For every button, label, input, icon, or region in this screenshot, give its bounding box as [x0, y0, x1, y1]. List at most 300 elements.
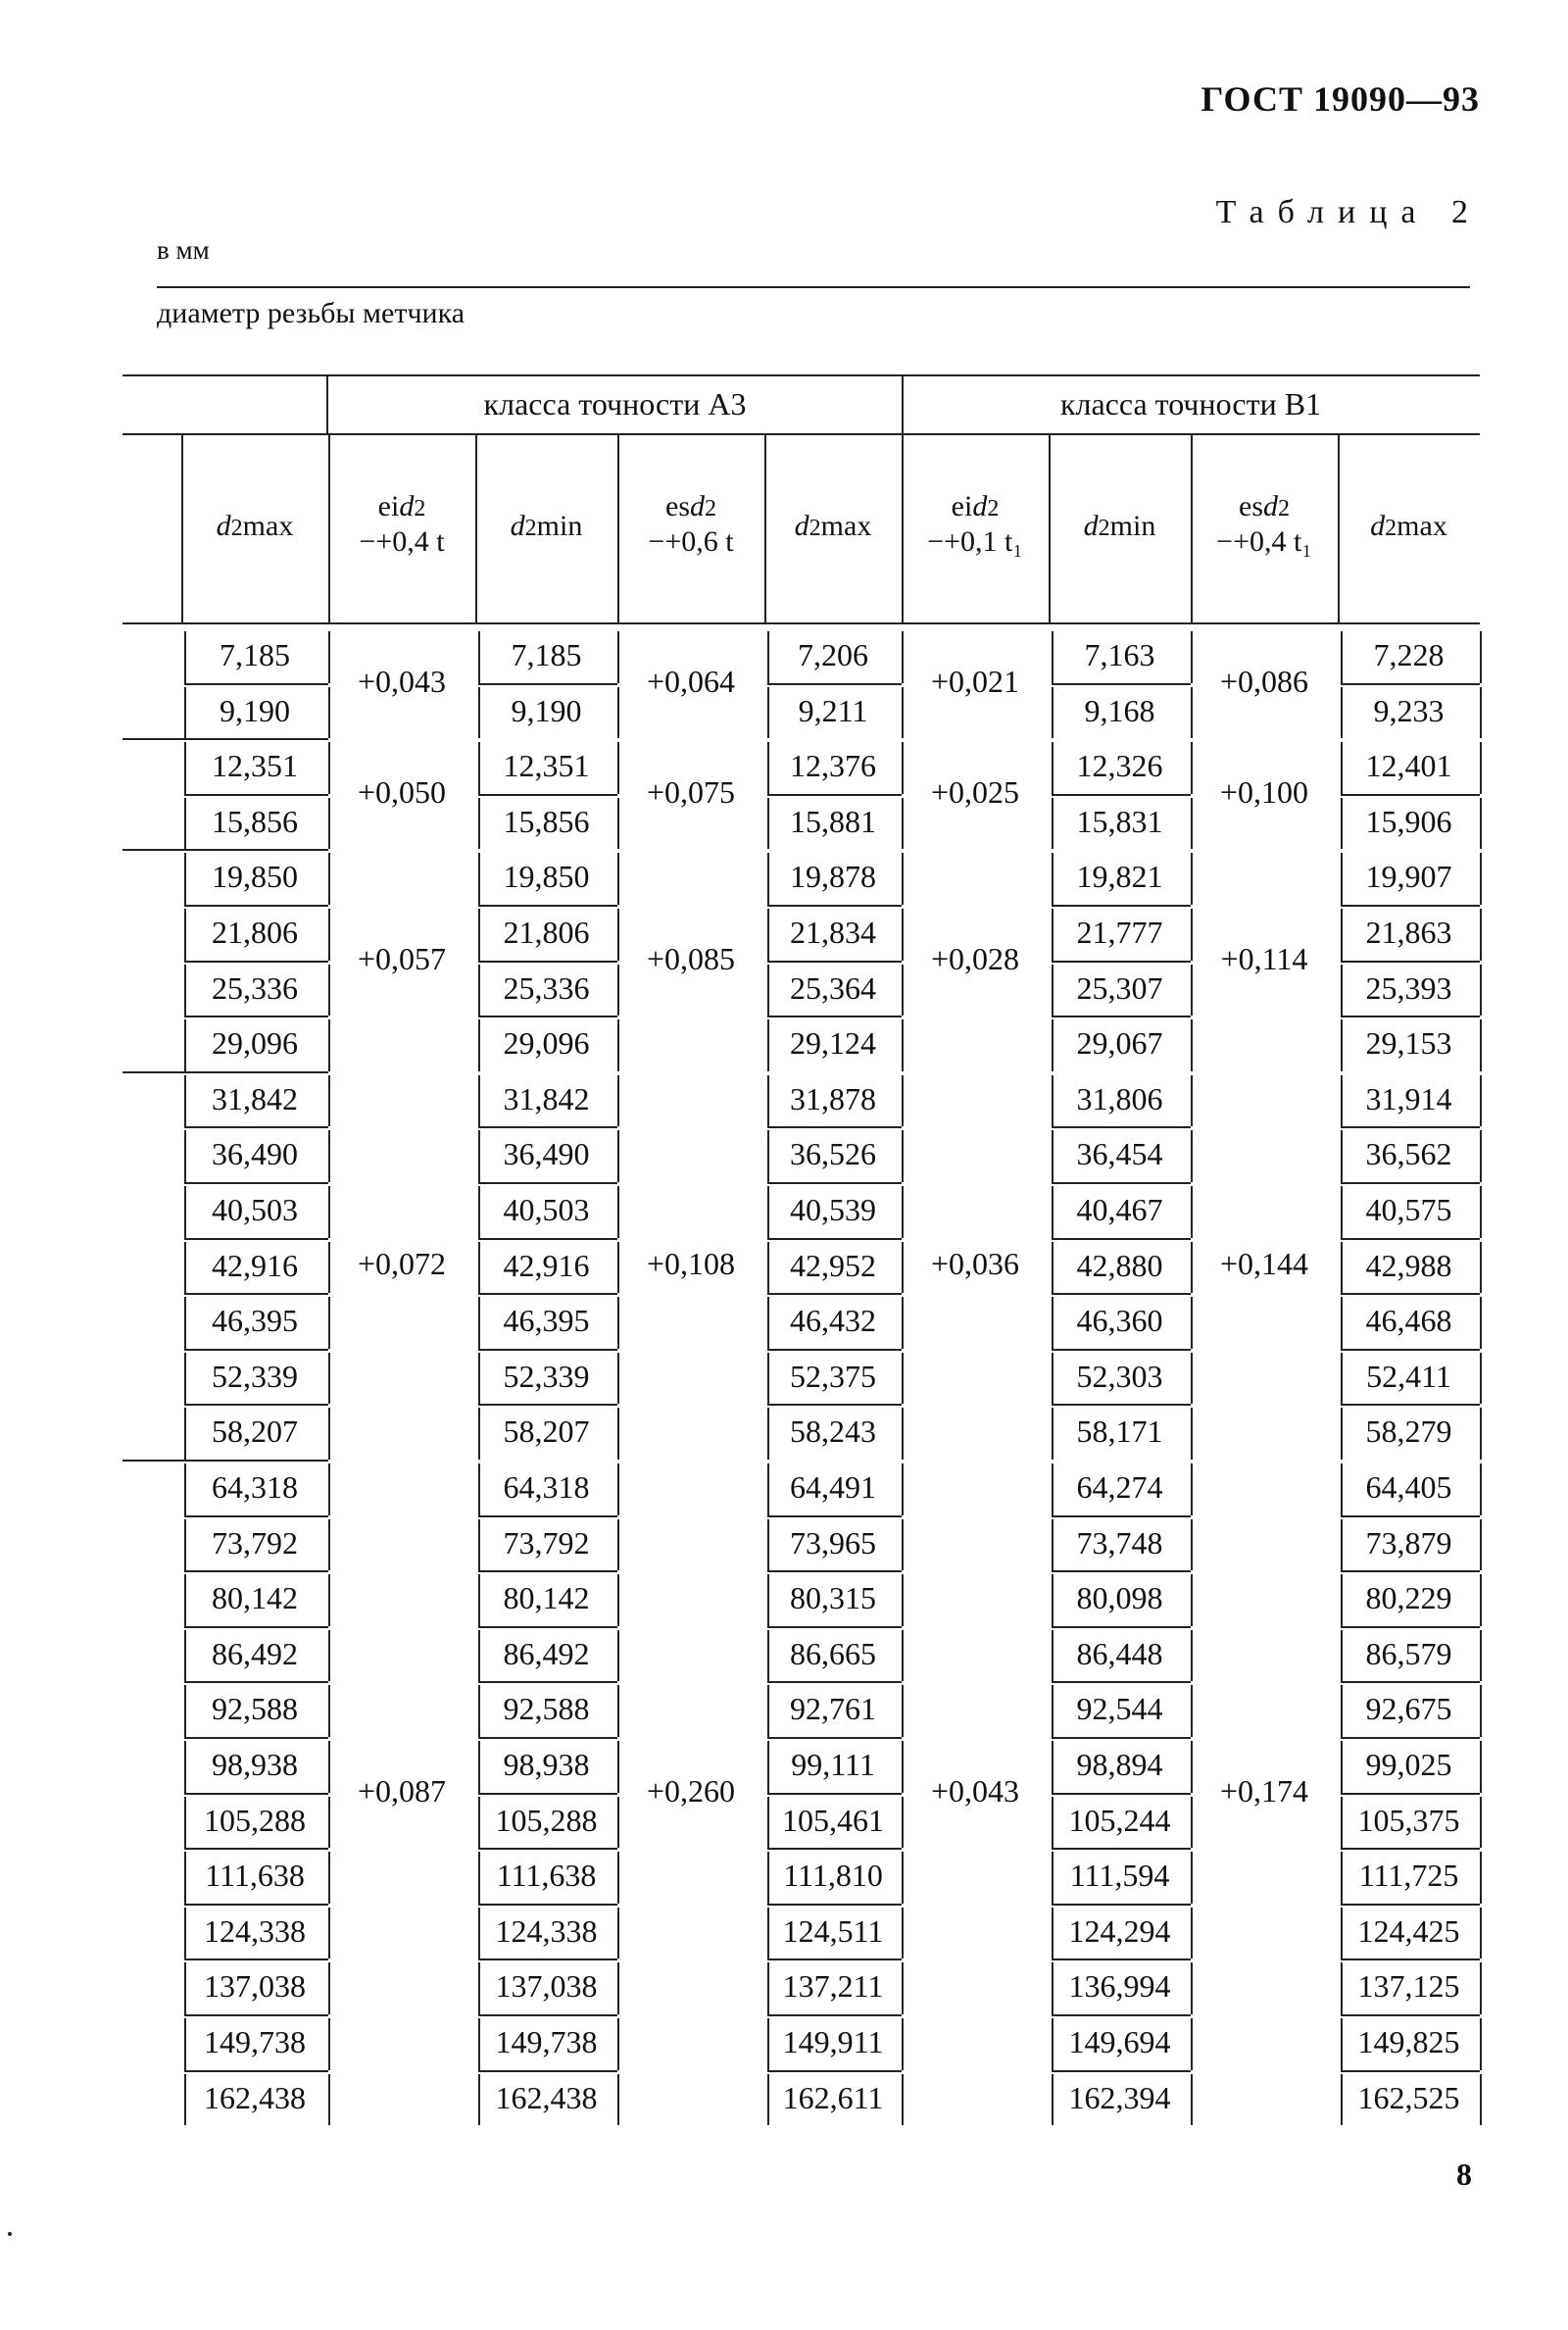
- cell-right-rule: [902, 1353, 904, 1405]
- cell-left-rule: [767, 1019, 769, 1071]
- value-cell: 149,825: [1357, 2024, 1460, 2059]
- cell-right-rule: [617, 1908, 619, 1959]
- value-cell: 12,351: [503, 748, 590, 784]
- value-cell: 15,906: [1365, 803, 1452, 839]
- value-cell: 137,038: [495, 1968, 598, 2005]
- value-cell: 25,336: [503, 969, 590, 1006]
- value-cell: 40,467: [1076, 1192, 1163, 1227]
- cell-left-rule: [1052, 798, 1054, 850]
- cell-right-rule: [902, 1297, 904, 1349]
- value-cell: 105,461: [782, 1802, 884, 1838]
- column-header-c5: d2max: [794, 510, 872, 542]
- cell-left-rule: [767, 2018, 769, 2070]
- cell-left-rule: [478, 798, 480, 850]
- cell-left-rule: [1341, 853, 1343, 905]
- cell-right-rule: [1480, 1408, 1482, 1460]
- cell-right-rule: [902, 687, 904, 739]
- cell-left-rule: [478, 1186, 480, 1238]
- value-cell: 111,638: [205, 1858, 305, 1894]
- tolerance-ei_a3: +0,087: [357, 1772, 447, 1809]
- cell-right-rule: [617, 853, 619, 905]
- value-cell: 42,880: [1076, 1247, 1163, 1283]
- cell-left-rule: [1052, 1130, 1054, 1182]
- cell-right-rule: [617, 1574, 619, 1626]
- cell-left-rule: [767, 1130, 769, 1182]
- cell-right-rule: [1480, 1797, 1482, 1849]
- value-cell: 29,096: [212, 1025, 298, 1062]
- cell-right-rule: [328, 1852, 330, 1904]
- cell-left-rule: [184, 1019, 186, 1071]
- cell-left-rule: [1341, 1908, 1343, 1959]
- value-cell: 64,405: [1365, 1469, 1452, 1505]
- cell-left-rule: [184, 742, 186, 794]
- cell-right-rule: [1480, 1186, 1482, 1238]
- cell-right-rule: [1480, 1019, 1482, 1071]
- cell-right-rule: [1480, 1630, 1482, 1682]
- value-cell: 25,336: [212, 969, 298, 1006]
- cell-left-rule: [1341, 1741, 1343, 1793]
- cell-right-rule: [328, 2018, 330, 2070]
- cell-right-rule: [328, 742, 330, 794]
- cell-left-rule: [1052, 2074, 1054, 2126]
- value-cell: 98,938: [503, 1747, 590, 1782]
- value-cell: 40,539: [790, 1192, 876, 1227]
- cell-left-rule: [1052, 1297, 1054, 1349]
- cell-right-rule: [1191, 1130, 1193, 1182]
- value-cell: 58,171: [1076, 1413, 1163, 1450]
- cell-left-rule: [767, 1741, 769, 1793]
- cell-left-rule: [1341, 798, 1343, 850]
- cell-right-rule: [902, 1908, 904, 1959]
- cell-right-rule: [328, 1242, 330, 1294]
- cell-right-rule: [1480, 1962, 1482, 2014]
- cell-left-rule: [767, 1408, 769, 1460]
- cell-right-rule: [1480, 1242, 1482, 1294]
- cell-left-rule: [1052, 1075, 1054, 1127]
- cell-right-rule: [617, 1019, 619, 1071]
- value-cell: 124,294: [1068, 1912, 1171, 1949]
- value-cell: 40,575: [1365, 1192, 1452, 1227]
- value-cell: 162,611: [782, 2079, 884, 2115]
- cell-left-rule: [184, 1852, 186, 1904]
- cell-right-rule: [617, 798, 619, 850]
- value-cell: 137,038: [204, 1968, 306, 2005]
- cell-left-rule: [184, 1463, 186, 1515]
- cell-right-rule: [902, 1130, 904, 1182]
- value-cell: 21,834: [790, 915, 876, 950]
- cell-left-rule: [1341, 965, 1343, 1016]
- cell-right-rule: [1191, 909, 1193, 961]
- cell-right-rule: [1191, 965, 1193, 1016]
- value-cell: 15,831: [1076, 803, 1163, 839]
- column-header-c2: [328, 490, 475, 559]
- value-cell: 25,393: [1365, 969, 1452, 1006]
- value-cell: 86,492: [212, 1635, 298, 1671]
- cell-right-rule: [902, 742, 904, 794]
- cell-left-rule: [478, 853, 480, 905]
- value-cell: 46,360: [1076, 1303, 1163, 1339]
- cell-left-rule: [478, 1242, 480, 1294]
- cell-left-rule: [1052, 853, 1054, 905]
- cell-left-rule: [1052, 1962, 1054, 2014]
- cell-left-rule: [767, 742, 769, 794]
- cell-left-rule: [1052, 909, 1054, 961]
- tolerance-ei_b1: +0,021: [930, 663, 1020, 699]
- value-cell: 36,490: [212, 1136, 298, 1172]
- cell-left-rule: [1341, 909, 1343, 961]
- cell-right-rule: [328, 1519, 330, 1571]
- cell-right-rule: [902, 1852, 904, 1904]
- cell-left-rule: [1052, 1463, 1054, 1515]
- cell-right-rule: [328, 2074, 330, 2126]
- cell-left-rule: [767, 965, 769, 1016]
- value-cell: 73,792: [503, 1524, 590, 1561]
- cell-left-rule: [478, 1408, 480, 1460]
- cell-right-rule: [902, 631, 904, 683]
- cell-right-rule: [902, 2018, 904, 2070]
- cell-left-rule: [478, 742, 480, 794]
- cell-left-rule: [184, 1186, 186, 1238]
- cell-right-rule: [1191, 1353, 1193, 1405]
- value-cell: 86,579: [1365, 1635, 1452, 1671]
- cell-left-rule: [767, 1297, 769, 1349]
- tolerance-es_a3: +0,108: [646, 1245, 736, 1281]
- cell-left-rule: [1341, 1186, 1343, 1238]
- value-cell: 80,142: [503, 1580, 590, 1616]
- value-cell: 92,588: [503, 1691, 590, 1727]
- cell-right-rule: [328, 798, 330, 850]
- cell-right-rule: [1480, 1353, 1482, 1405]
- cell-left-rule: [1341, 1797, 1343, 1849]
- tolerance-ei_b1: +0,025: [930, 773, 1020, 810]
- value-cell: 105,244: [1068, 1802, 1171, 1838]
- value-cell: 7,206: [798, 637, 868, 672]
- cell-left-rule: [1052, 1186, 1054, 1238]
- caption-top-rule: [157, 286, 1470, 288]
- cell-right-rule: [328, 1574, 330, 1626]
- value-cell: 52,375: [790, 1358, 876, 1394]
- cell-right-rule: [902, 1463, 904, 1515]
- value-cell: 149,694: [1068, 2024, 1171, 2059]
- value-cell: 25,364: [790, 969, 876, 1006]
- value-cell: 36,526: [790, 1136, 876, 1172]
- cell-left-rule: [478, 909, 480, 961]
- cell-right-rule: [902, 1741, 904, 1793]
- cell-right-rule: [617, 1297, 619, 1349]
- cell-right-rule: [1480, 1741, 1482, 1793]
- group-label-b1: класса точности В1: [1059, 386, 1322, 421]
- cell-left-rule: [1052, 1741, 1054, 1793]
- cell-right-rule: [328, 853, 330, 905]
- value-cell: 86,665: [790, 1635, 876, 1671]
- cell-right-rule: [328, 1297, 330, 1349]
- cell-right-rule: [1480, 742, 1482, 794]
- cell-left-rule: [1052, 1685, 1054, 1737]
- cell-right-rule: [902, 853, 904, 905]
- cell-right-rule: [617, 687, 619, 739]
- value-cell: 149,738: [495, 2024, 598, 2059]
- value-cell: 124,338: [495, 1912, 598, 1949]
- tolerance-es_a3: +0,064: [646, 663, 736, 699]
- cell-right-rule: [1480, 1075, 1482, 1127]
- cell-right-rule: [1191, 1685, 1193, 1737]
- cell-left-rule: [478, 1962, 480, 2014]
- cell-left-rule: [767, 687, 769, 739]
- cell-right-rule: [1191, 1463, 1193, 1515]
- cell-left-rule: [1341, 1519, 1343, 1571]
- tolerance-ei_a3: +0,043: [357, 663, 447, 699]
- cell-right-rule: [617, 1186, 619, 1238]
- cell-right-rule: [1191, 798, 1193, 850]
- cell-right-rule: [1480, 909, 1482, 961]
- cell-left-rule: [478, 1130, 480, 1182]
- value-cell: 21,863: [1365, 915, 1452, 950]
- cell-right-rule: [328, 1019, 330, 1071]
- cell-right-rule: [328, 1797, 330, 1849]
- value-cell: 92,761: [790, 1691, 876, 1727]
- value-cell: 9,190: [511, 692, 582, 728]
- cell-right-rule: [1480, 1908, 1482, 1959]
- cell-left-rule: [1052, 1519, 1054, 1571]
- value-cell: 40,503: [212, 1192, 298, 1227]
- value-cell: 92,675: [1365, 1691, 1452, 1727]
- col-bottom: −+0,1 t₁: [927, 525, 1023, 558]
- tolerance-es_a3: +0,085: [646, 940, 736, 976]
- cell-left-rule: [478, 2074, 480, 2126]
- cell-left-rule: [184, 1685, 186, 1737]
- cell-right-rule: [902, 1630, 904, 1682]
- cell-right-rule: [902, 1408, 904, 1460]
- cell-right-rule: [617, 1353, 619, 1405]
- cell-right-rule: [1480, 687, 1482, 739]
- value-cell: 7,185: [220, 637, 290, 672]
- value-cell: 80,315: [790, 1580, 876, 1616]
- tolerance-es_b1: +0,174: [1219, 1772, 1309, 1809]
- cell-right-rule: [617, 1852, 619, 1904]
- value-cell: 98,894: [1076, 1747, 1163, 1782]
- cell-right-rule: [328, 1908, 330, 1959]
- value-cell: 64,274: [1076, 1469, 1163, 1505]
- cell-left-rule: [767, 2074, 769, 2126]
- cell-left-rule: [767, 1075, 769, 1127]
- value-cell: 29,124: [790, 1025, 876, 1062]
- cell-right-rule: [328, 631, 330, 683]
- table-caption: диаметр резьбы метчика: [157, 297, 466, 329]
- cell-right-rule: [1191, 687, 1193, 739]
- value-cell: 111,638: [496, 1858, 597, 1894]
- cell-left-rule: [184, 853, 186, 905]
- cell-left-rule: [184, 1908, 186, 1959]
- value-cell: 124,511: [782, 1912, 884, 1949]
- cell-right-rule: [617, 1130, 619, 1182]
- value-cell: 80,098: [1076, 1580, 1163, 1616]
- cell-left-rule: [184, 909, 186, 961]
- cell-right-rule: [328, 1630, 330, 1682]
- cell-right-rule: [617, 742, 619, 794]
- cell-left-rule: [478, 2018, 480, 2070]
- cell-left-rule: [767, 798, 769, 850]
- cell-right-rule: [902, 1797, 904, 1849]
- value-cell: 12,351: [212, 748, 298, 784]
- value-cell: 52,339: [212, 1358, 298, 1394]
- value-cell: 73,748: [1076, 1524, 1163, 1561]
- cell-right-rule: [328, 1685, 330, 1737]
- col-top: esd2: [665, 490, 716, 522]
- value-cell: 73,965: [790, 1524, 876, 1561]
- cell-left-rule: [478, 1630, 480, 1682]
- value-cell: 58,207: [212, 1413, 298, 1450]
- value-cell: 58,279: [1365, 1413, 1452, 1450]
- value-cell: 12,376: [790, 748, 876, 784]
- value-cell: 31,842: [503, 1080, 590, 1116]
- value-cell: 15,856: [212, 803, 298, 839]
- value-cell: 36,454: [1076, 1136, 1163, 1172]
- value-cell: 19,821: [1076, 859, 1163, 895]
- value-cell: 42,952: [790, 1247, 876, 1283]
- cell-right-rule: [902, 965, 904, 1016]
- value-cell: 46,468: [1365, 1303, 1452, 1339]
- colhead-bottom-rule: [122, 622, 1480, 624]
- cell-right-rule: [1191, 1297, 1193, 1349]
- cell-right-rule: [328, 1186, 330, 1238]
- cell-left-rule: [1052, 965, 1054, 1016]
- cell-left-rule: [767, 631, 769, 683]
- cell-left-rule: [1341, 1852, 1343, 1904]
- cell-left-rule: [1341, 1962, 1343, 2014]
- cell-right-rule: [1191, 1019, 1193, 1071]
- cell-left-rule: [1052, 1019, 1054, 1071]
- value-cell: 52,339: [503, 1358, 590, 1394]
- value-cell: 52,411: [1366, 1358, 1451, 1394]
- value-cell: 9,233: [1373, 692, 1445, 728]
- col-top: eid2: [377, 490, 426, 522]
- cell-right-rule: [328, 1962, 330, 2014]
- cell-right-rule: [1480, 1297, 1482, 1349]
- cell-right-rule: [902, 1962, 904, 2014]
- value-cell: 42,988: [1365, 1247, 1452, 1283]
- cell-left-rule: [184, 1741, 186, 1793]
- cell-left-rule: [478, 1075, 480, 1127]
- value-cell: 42,916: [212, 1247, 298, 1283]
- value-cell: 111,594: [1069, 1858, 1170, 1894]
- cell-left-rule: [767, 853, 769, 905]
- column-header-c9: d2max: [1370, 510, 1447, 542]
- value-cell: 98,938: [212, 1747, 298, 1782]
- value-cell: 136,994: [1068, 1968, 1171, 2005]
- col-top: eid2: [951, 490, 1000, 522]
- tolerance-ei_b1: +0,043: [930, 1772, 1020, 1809]
- cell-left-rule: [1341, 742, 1343, 794]
- cell-left-rule: [1341, 1075, 1343, 1127]
- tolerance-es_b1: +0,086: [1219, 663, 1309, 699]
- cell-left-rule: [184, 1962, 186, 2014]
- cell-left-rule: [767, 1852, 769, 1904]
- cell-right-rule: [902, 1075, 904, 1127]
- value-cell: 149,911: [782, 2024, 884, 2059]
- cell-left-rule: [1052, 1408, 1054, 1460]
- value-cell: 162,525: [1357, 2079, 1460, 2115]
- cell-left-rule: [1341, 1408, 1343, 1460]
- cell-right-rule: [1191, 1408, 1193, 1460]
- value-cell: 15,881: [790, 803, 876, 839]
- value-cell: 80,142: [212, 1580, 298, 1616]
- cell-left-rule: [478, 965, 480, 1016]
- tolerance-es_b1: +0,144: [1219, 1245, 1309, 1281]
- cell-left-rule: [478, 1463, 480, 1515]
- cell-left-rule: [1341, 1630, 1343, 1682]
- column-header-c7: d2min: [1083, 510, 1156, 542]
- cell-left-rule: [184, 1297, 186, 1349]
- cell-right-rule: [902, 1242, 904, 1294]
- cell-left-rule: [1341, 2074, 1343, 2126]
- cell-left-rule: [184, 1353, 186, 1405]
- cell-left-rule: [184, 965, 186, 1016]
- page-number: 8: [1456, 2156, 1472, 2192]
- col-bottom: −+0,6 t: [648, 525, 734, 558]
- value-cell: 124,425: [1357, 1912, 1460, 1949]
- cell-left-rule: [184, 1519, 186, 1571]
- value-cell: 12,401: [1365, 748, 1452, 784]
- cell-right-rule: [1191, 2074, 1193, 2126]
- cell-left-rule: [1341, 1574, 1343, 1626]
- cell-left-rule: [1052, 687, 1054, 739]
- cell-left-rule: [478, 1519, 480, 1571]
- value-cell: 29,067: [1076, 1025, 1163, 1062]
- cell-right-rule: [902, 1574, 904, 1626]
- cell-right-rule: [1480, 853, 1482, 905]
- col-top: esd2: [1239, 490, 1290, 522]
- group-label-a3: класса точности А3: [483, 386, 747, 421]
- value-cell: 21,806: [212, 915, 298, 950]
- value-cell: 92,588: [212, 1691, 298, 1727]
- cell-right-rule: [1480, 1463, 1482, 1515]
- cell-right-rule: [1191, 1242, 1193, 1294]
- cell-left-rule: [1052, 1353, 1054, 1405]
- value-cell: 19,850: [212, 859, 298, 895]
- cell-right-rule: [1191, 1908, 1193, 1959]
- value-cell: 31,914: [1365, 1080, 1452, 1116]
- value-cell: 73,792: [212, 1524, 298, 1561]
- value-cell: 7,163: [1084, 637, 1155, 672]
- cell-right-rule: [617, 1741, 619, 1793]
- cell-right-rule: [328, 687, 330, 739]
- cell-left-rule: [184, 1130, 186, 1182]
- tolerance-ei_a3: +0,050: [357, 773, 447, 810]
- cell-right-rule: [902, 1019, 904, 1071]
- cell-left-rule: [1341, 1685, 1343, 1737]
- value-cell: 162,394: [1068, 2079, 1171, 2115]
- cell-left-rule: [1052, 631, 1054, 683]
- cell-left-rule: [478, 1741, 480, 1793]
- cell-left-rule: [767, 1186, 769, 1238]
- value-cell: 21,806: [503, 915, 590, 950]
- cell-right-rule: [1480, 965, 1482, 1016]
- cell-right-rule: [328, 1741, 330, 1793]
- cell-left-rule: [1341, 2018, 1343, 2070]
- value-cell: 162,438: [204, 2079, 306, 2115]
- cell-left-rule: [184, 1797, 186, 1849]
- cell-right-rule: [617, 2074, 619, 2126]
- cell-left-rule: [1341, 1019, 1343, 1071]
- value-cell: 58,243: [790, 1413, 876, 1450]
- value-cell: 111,810: [783, 1858, 883, 1894]
- cell-left-rule: [184, 1242, 186, 1294]
- value-cell: 52,303: [1076, 1358, 1163, 1394]
- cell-left-rule: [1052, 1574, 1054, 1626]
- cell-left-rule: [184, 798, 186, 850]
- cell-left-rule: [767, 1962, 769, 2014]
- table-title: Таблица 2: [1215, 194, 1482, 230]
